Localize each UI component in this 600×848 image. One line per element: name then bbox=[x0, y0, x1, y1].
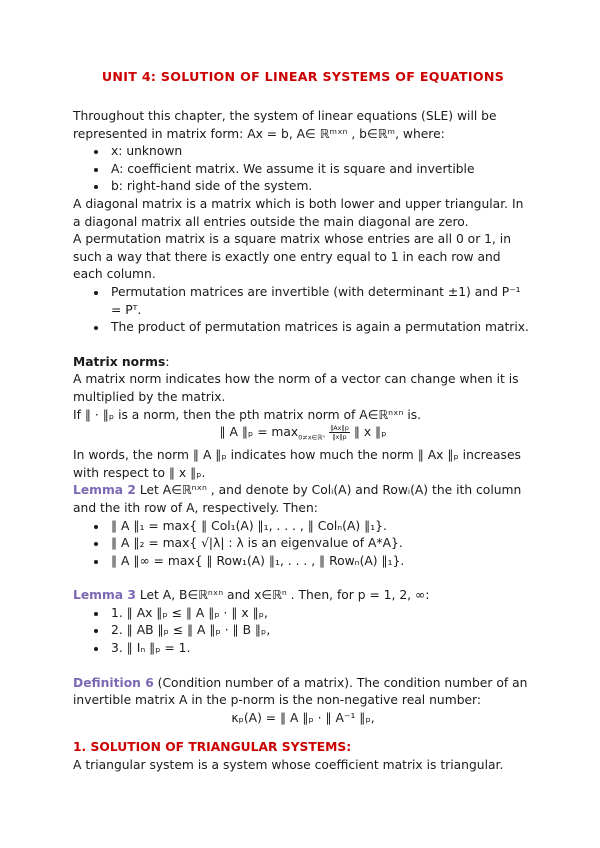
norms-text: A matrix norm indicates how the norm of a vector can change when it is multiplied by the matrix. bbox=[73, 372, 519, 404]
diagonal-definition: A diagonal matrix is a matrix which is both lower and upper triangular. In a diagonal matrix all entries outside the main diagonal are zero. bbox=[73, 196, 524, 229]
intro-line-2: represented in matrix form: Ax = b, A∈ ℝᵐˣⁿ , b∈ℝᵐ, where: bbox=[73, 126, 445, 141]
lemma-2: Lemma 2 Let A∈ℝⁿˣⁿ , and denote by Colᵢ(A) and Rowᵢ(A) the ith column and the ith row of A, respectively. Then: bbox=[73, 483, 522, 515]
list-item: • 2. ∥ AB ∥ₚ ≤ ∥ A ∥ₚ · ∥ B ∥ₚ, bbox=[108, 622, 533, 640]
norms-words: In words, the norm ∥ A ∥ₚ indicates how much the norm ∥ Ax ∥ₚ increases with respect to ∥ x ∥ₚ. bbox=[73, 448, 521, 480]
section-1-heading: 1. SOLUTION OF TRIANGULAR SYSTEMS: bbox=[73, 740, 352, 755]
list-item: • b: right-hand side of the system. bbox=[108, 178, 533, 196]
list-item: • 1. ∥ Ax ∥ₚ ≤ ∥ A ∥ₚ · ∥ x ∥ₚ, bbox=[108, 605, 533, 623]
document-page bbox=[73, 68, 533, 775]
intro-line-1: Throughout this chapter, the system of linear equations (SLE) will be bbox=[73, 109, 497, 123]
definition-6: Definition 6 (Condition number of a matrix). The condition number of an invertible matrix A in the p-norm is the non-negative real number: bbox=[73, 675, 528, 708]
norm-formula: ∥ A ∥ₚ = $\max_{0\ne x\in ℝ^n}$ $\frac{\parallel Ax\parallel p}{\parallel x\parallel p}$ ∥ x ∥ₚ bbox=[219, 424, 387, 442]
list-item: • ∥ A ∥₁ = max{ ∥ Col₁(A) ∥₁, . . . , ∥ Colₙ(A) ∥₁}. bbox=[108, 518, 533, 536]
definition-6-label: Definition 6 bbox=[73, 675, 154, 690]
lemma-3-label: Lemma 3 bbox=[73, 588, 136, 603]
intro-list bbox=[73, 143, 533, 196]
section-1-text: A triangular system is a system whose coefficient matrix is triangular. bbox=[73, 758, 504, 773]
norms-heading: Matrix norms: bbox=[73, 354, 170, 369]
permutation-list bbox=[73, 284, 533, 337]
list-item: • 3. ∥ Iₙ ∥ₚ = 1. bbox=[108, 640, 533, 658]
list-item: • Permutation matrices are invertible (with determinant ±1) and P⁻¹ = Pᵀ. bbox=[108, 284, 533, 319]
list-item: • A: coefficient matrix. We assume it is square and invertible bbox=[108, 161, 533, 179]
lemma-3-list bbox=[73, 605, 533, 658]
lemma-3: Lemma 3 Let A, B∈ℝⁿˣⁿ and x∈ℝⁿ . Then, for p = 1, 2, ∞: bbox=[73, 588, 430, 603]
list-item: • x: unknown bbox=[108, 143, 533, 161]
list-item: • ∥ A ∥∞ = max{ ∥ Row₁(A) ∥₁, . . . , ∥ Rowₙ(A) ∥₁}. bbox=[108, 553, 533, 571]
norm-fraction: $\frac{\parallel Ax\parallel p}{\parallel x\parallel p}$ bbox=[329, 424, 349, 442]
page-title: UNIT 4: SOLUTION OF LINEAR SYSTEMS OF EQUATIONS bbox=[101, 69, 505, 84]
permutation-definition: A permutation matrix is a square matrix whose entries are all 0 or 1, in such a way that there is exactly one entry equal to 1 in each row and each column. bbox=[73, 232, 512, 282]
lemma-2-label: Lemma 2 bbox=[73, 483, 136, 498]
condition-number-formula: κₚ(A) = ∥ A ∥ₚ · ∥ A⁻¹ ∥ₚ, bbox=[231, 710, 375, 725]
lemma-2-list bbox=[73, 518, 533, 571]
norms-definition: If ∥ · ∥ₚ is a norm, then the pth matrix norm of A∈ℝⁿˣⁿ is. bbox=[73, 407, 422, 422]
list-item: • The product of permutation matrices is again a permutation matrix. bbox=[108, 319, 533, 337]
list-item: • ∥ A ∥₂ = max{ √|λ| : λ is an eigenvalue of A*A}. bbox=[108, 535, 533, 553]
